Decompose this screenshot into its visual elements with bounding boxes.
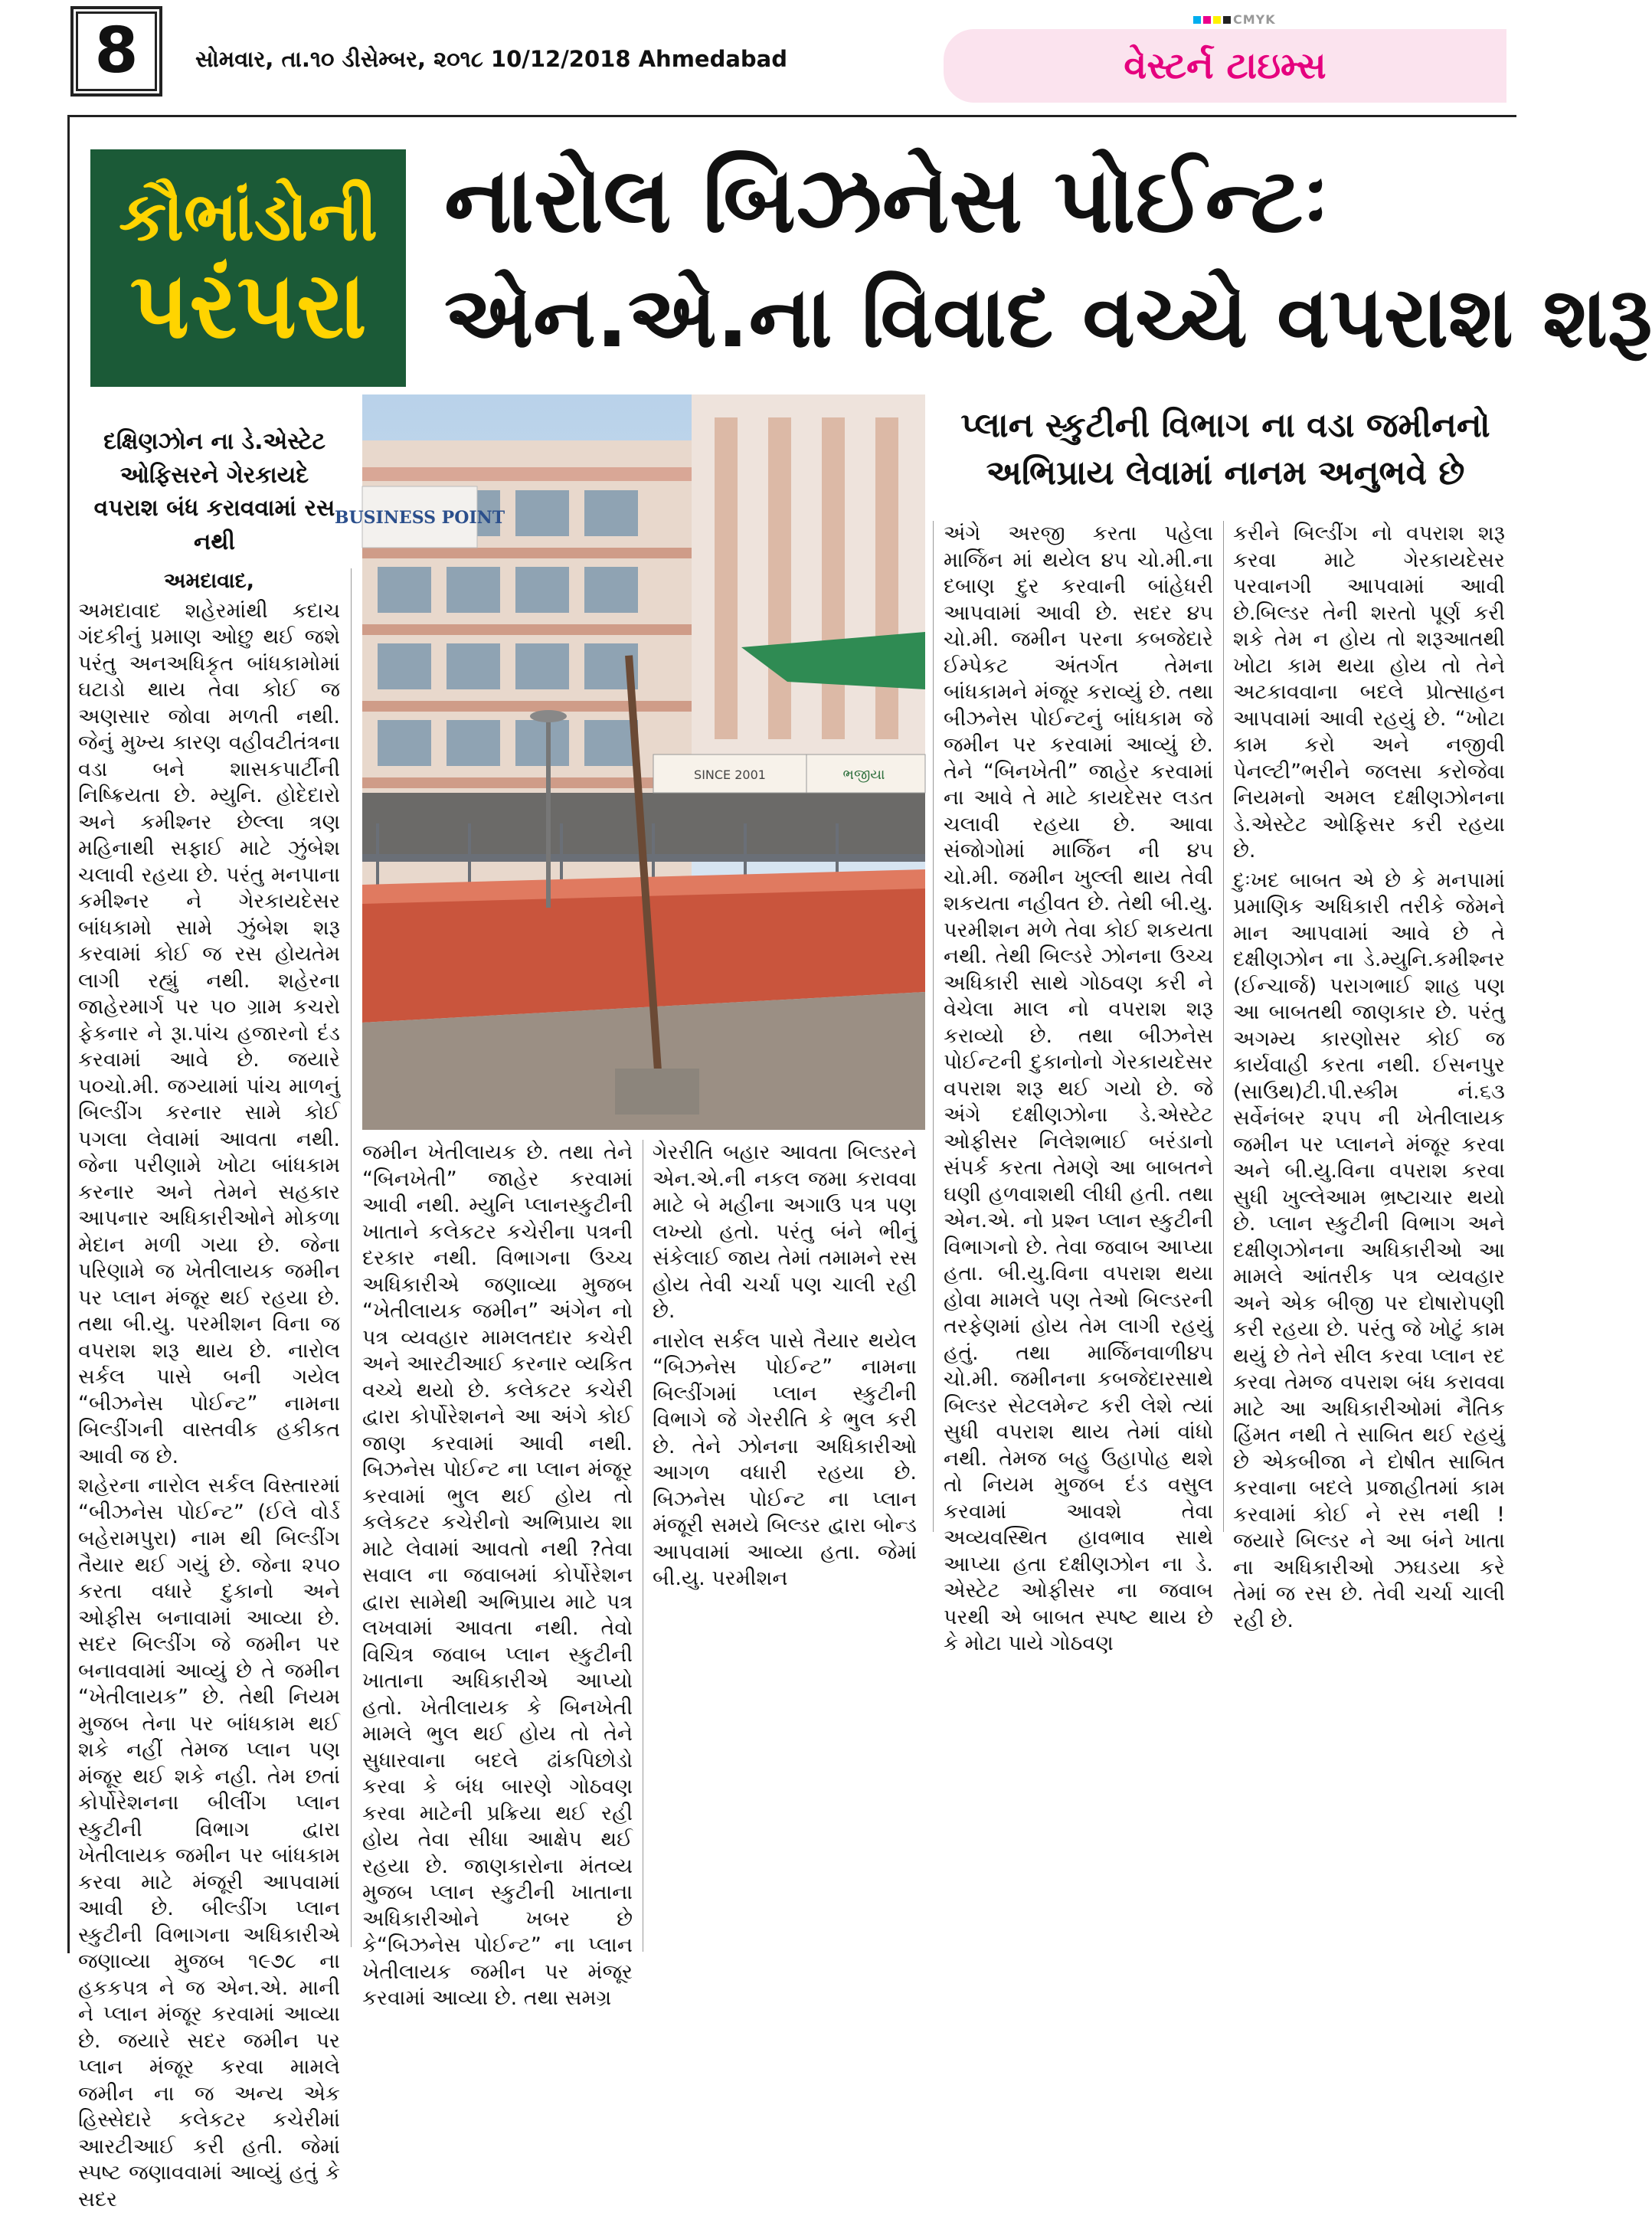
column-divider [1223, 521, 1224, 1532]
article-column-4 [944, 521, 1213, 1661]
dateline: સોમવાર, તા.૧૦ ડીસેમ્બર, ૨૦૧૮ 10/12/2018 Ahmedabad [195, 46, 788, 72]
article-column-1 [78, 568, 340, 2216]
article-paragraph: દુઃખદ બાબત એ છે કે મનપામાં પ્રમાણિક અધિકારી તરીકે જેમને માન આપવામાં આવે છે તે દક્ષીણઝોન ના ડે.મ્યુનિ.કમીશ્નર (ઈન્ચાર્જ) પરાગભાઈ શાહ પણ આ બાબતથી જાણકાર છે. પરંતુ અગમ્ય કારણોસર કોઈ જ કાર્યવાહી કરતા નથી. ઈસનપુર (સાઉથ)ટી.પી.સ્કીમ નં.૬૩ સર્વેનંબર ૨૫૫ ની ખેતીલાયક જમીન પર પ્લાનને મંજૂર કરવા અને બી.યુ.વિના વપરાશ કરવા સુધી ખુલ્લેઆમ ભ્રષ્ટાચાર થયો છે. પ્લાન સ્કુટીની વિભાગ અને દક્ષીણઝોનના અધિકારીઓ આ મામલે આંતરીક પત્ર વ્યવહાર અને એક બીજી પર દોષારોપણી કરી રહયા છે. પરંતુ જે ખોટું કામ થયું છે તેને સીલ કરવા પ્લાન રદ કરવા તેમજ વપરાશ બંધ કરાવવા માટે આ અધિકારીઓમાં નૈતિક હિંમત નથી તે સાબિત થઈ રહયું છે એકબીજા ને દોષીત સાબિત કરવાના બદલે પ્રજાહીતમાં કામ કરવામાં કોઈ ને રસ નથી ! જયારે બિલ્ડર ને આ બંને ખાતા ના અધિકારીઓ ઝઘડયા કરે તેમાં જ રસ છે. તેવી ચર્ચા ચાલી રહી છે. [1233, 868, 1505, 1632]
article-paragraph: અમદાવાદ શહેરમાંથી કદાચ ગંદકીનું પ્રમાણ ઓછુ થઈ જશે પરંતુ અનઅધિકૃત બાંધકામોમાં ઘટાડો થાય તેવા કોઈ જ અણસાર જોવા મળતી નથી. જેનું મુખ્ય કારણ વહીવટીતંત્રના વડા બને શાસકપાર્ટીની નિષ્ક્રિયતા છે. મ્યુનિ. હોદેદારો અને કમીશ્નર છેલ્લા ત્રણ મહિનાથી સફાઈ માટે ઝુંબેશ ચલાવી રહયા છે. પરંતુ મનપાના કમીશ્નર ને ગેરકાયદેસર બાંધકામો સામે ઝુંબેશ શરૂ કરવામાં કોઈ જ રસ હોયતેમ લાગી રહ્યું નથી. શહેરના જાહેરમાર્ગ પર ૫૦ ગ્રામ કચરો ફેકનાર ને રૂા.પાંચ હજારનો દંડ કરવામાં આવે છે. જયારે ૫૦ચો.મી. જગ્યામાં પાંચ માળનું બિલ્ડીંગ કરનાર સામે કોઈ પગલા લેવામાં આવતા નથી. જેના પરીણામે ખોટા બાંધકામ કરનાર અને તેમને સહકાર આપનાર અધિકારીઓને મોકળા મેદાન મળી ગયા છે. જેના પરિણામે જ ખેતીલાયક જમીન પર પ્લાન મંજૂર થઈ રહયા છે. તથા બી.યુ. પરમીશન વિના જ વપરાશ શરૂ થાય છે. નારોલ સર્કલ પાસે બની ગયેલ “બીઝનેસ પોઈન્ટ” નામના બિલ્ડીંગની વાસ્તવીક હકીકત આવી જ છે. [78, 598, 340, 1468]
article-paragraph: શહેરના નારોલ સર્કલ વિસ્તારમાં “બીઝનેસ પોઈન્ટ” (ઈલે વોર્ડ બહેરામપુરા) નામ થી બિલ્ડીંગ તૈયાર થઈ ગયું છે. જેના ૨૫૦ કરતા વધારે દુકાનો અને ઓફીસ બનાવામાં આવ્યા છે. સદર બિલ્ડીંગ જે જમીન પર બનાવવામાં આવ્યું છે તે જમીન “ખેતીલાયક” છે. તેથી નિયમ મુજબ તેના પર બાંધકામ થઈ શકે નહીં તેમજ પ્લાન પણ મંજૂર થઈ શકે નહી. તેમ છતાં કોર્પોરેશનના બીલીંગ પ્લાન સ્કુટીની વિભાગ દ્વારા ખેતીલાયક જમીન પર બાંધકામ કરવા માટે મંજૂરી આપવામાં આવી છે. બીલ્ડીંગ પ્લાન સ્કુટીની વિભાગના અધિકારીએ જણાવ્યા મુજબ ૧૯૭૮ ના હકકપત્ર ને જ એન.એ. માની ને પ્લાન મંજૂર કરવામાં આવ્યા છે. જયારે સદર જમીન પર પ્લાન મંજૂર કરવા મામલે જમીન ના જ અન્ય એક હિસ્સેદારે કલેકટર કચેરીમાં આરટીઆઈ કરી હતી. જેમાં સ્પષ્ટ જણાવવામાં આવ્યું હતું કે સદર [78, 1474, 340, 2211]
article-paragraph: ગેરરીતિ બહાર આવતા બિલ્ડરને એન.એ.ની નકલ જમા કરાવવા માટે બે મહીના અગાઉ પત્ર પણ લખ્યો હતો. પરંતુ બંને ભીનું સંકેલાઈ જાય તેમાં તમામને રસ હોય તેવી ચર્ચા પણ ચાલી રહી છે. [653, 1141, 917, 1323]
masthead-divider [69, 115, 1516, 117]
photo-shop-sign-1: SINCE 2001 [694, 768, 766, 782]
kicker-box [90, 149, 406, 387]
page-number-box [70, 6, 162, 97]
column-divider [933, 521, 934, 1532]
column-divider [351, 568, 352, 1947]
newspaper-brand: વેસ્ટર્ન ટાઇમ્સ [944, 29, 1506, 103]
headline-line-2: એન.એ.ના વિવાદ વચ્ચે વપરાશ શરૂ [444, 267, 1652, 366]
news-photo [334, 394, 925, 1130]
photo-shop-sign-2: ભજીયા [842, 767, 885, 783]
article-column-2 [362, 1140, 633, 2015]
headline-line-1: નારોલ બિઝનેસ પોઈન્ટઃ [444, 147, 1330, 253]
subheadline: દક્ષિણઝોન ના ડે.એસ્ટેટ ઓફિસરને ગેરકાયદે વપરાશ બંધ કરાવવામાં રસ નથી [93, 428, 335, 555]
business-point-building-photo [334, 394, 925, 1130]
article-column-3 [653, 1140, 917, 1596]
article-byline: અમદાવાદ, [163, 569, 255, 593]
cmyk-registration-mark [1193, 12, 1276, 27]
deck-headline: પ્લાન સ્કુટીની વિભાગ ના વડા જમીનનો અભિપ્રાય લેવામાં નાનમ અનુભવે છે [960, 406, 1490, 493]
article-paragraph: નારોલ સર્કલ પાસે તૈયાર થયેલ “બિઝનેસ પોઈન્ટ” નામના બિલ્ડીંગમાં પ્લાન સ્કુટીની વિભાગે જે ગેરરીતિ કે ભુલ કરી છે. તેને ઝોનના અધિકારીઓ આગળ વધારી રહયા છે. બિઝનેસ પોઈન્ટ ના પ્લાન મંજૂરી સમયે બિલ્ડર દ્વારા બોન્ડ આપવામાં આવ્યા હતા. જેમાં બી.યુ. પરમીશન [653, 1328, 917, 1590]
article-paragraph: જમીન ખેતીલાયક છે. તથા તેને “બિનખેતી” જાહેર કરવામાં આવી નથી. મ્યુનિ પ્લાનસ્કુટીની ખાતાને કલેકટર કચેરીના પત્રની દરકાર નથી. વિભાગના ઉચ્ચ અધિકારીએ જણાવ્યા મુજબ “ખેતીલાયક જમીન” અંગેન નો પત્ર વ્યવહાર મામલતદાર કચેરી અને આરટીઆઈ કરનાર વ્યકિત વચ્ચે થયો છે. કલેકટર કચેરી દ્વારા કોર્પોરેશનને આ અંગે કોઈ જાણ કરવામાં આવી નથી. બિઝનેસ પોઈન્ટ ના પ્લાન મંજૂર કરવામાં ભુલ થઈ હોય તો કલેકટર કચેરીનો અભિપ્રાય શા માટે લેવામાં આવતો નથી ?તેવા સવાલ ના જવાબમાં કોર્પોરેશન દ્વારા સામેથી અભિપ્રાય માટે પત્ર લખવામાં આવતા નથી. તેવો વિચિત્ર જવાબ પ્લાન સ્કુટીની ખાતાના અધિકારીએ આપ્યો હતો. ખેતીલાયક કે બિનખેતી મામલે ભુલ થઈ હોય તો તેને સુધારવાના બદલે ઢાંકપિછોડો કરવા કે બંધ બારણે ગોઠવણ કરવા માટેની પ્રક્રિયા થઈ રહી હોય તેવા સીધા આક્ષેપ થઈ રહયા છે. જાણકારોના મંતવ્ય મુજબ પ્લાન સ્કુટીની ખાતાના અધિકારીઓને ખબર છે કે“બિઝનેસ પોઈન્ટ” ના પ્લાન ખેતીલાયક જમીન પર મંજૂર કરવામાં આવ્યા છે. તથા સમગ્ર [362, 1141, 633, 2010]
photo-sign-text: BUSINESS POINT [334, 508, 505, 528]
article-column-5 [1233, 521, 1505, 1637]
page-left-border [67, 115, 70, 1953]
kicker-line-1: કૌભાંડોની [119, 176, 378, 256]
article-paragraph: કરીને બિલ્ડીંગ નો વપરાશ શરૂ કરવા માટે ગેરકાયદેસર પરવાનગી આપવામાં આવી છે.બિલ્ડર તેની શરતો પૂર્ણ કરી શકે તેમ ન હોય તો શરૂઆતથી ખોટા કામ થયા હોય તો તેને અટકાવવાના બદલે પ્રોત્સાહન આપવામાં આવી રહયું છે. “ખોટા કામ કરો અને નજીવી પેનલ્ટી”ભરીને જલસા કરોજેવા નિયમનો અમલ દક્ષીણઝોનના ડે.એસ્ટેટ ઓફિસર કરી રહયા છે. [1233, 522, 1505, 863]
article-paragraph: અંગે અરજી કરતા પહેલા માર્જિન માં થયેલ ૪૫ ચો.મી.ના દબાણ દુર કરવાની બાંહેધરી આપવામાં આવી છે. સદર ૪૫ ચો.મી. જમીન પરના કબજેદારે ઈમ્પેકટ અંતર્ગત તેમના બાંધકામને મંજૂર કરાવ્યું છે. તથા બીઝનેસ પોઈન્ટનું બાંધકામ જે જમીન પર કરવામાં આવ્યું છે. તેને “બિનખેતી” જાહેર કરવામાં ના આવે તે માટે કાયદેસર લડત ચલાવી રહયા છે. આવા સંજોગોમાં માર્જિન ની ૪૫ ચો.મી. જમીન ખુલ્લી થાય તેવી શકયતા નહીવત છે. તેથી બી.યુ. પરમીશન મળે તેવા કોઈ શકયતા નથી. તેથી બિલ્ડરે ઝોનના ઉચ્ચ અધિકારી સાથે ગોઠવણ કરી ને વેચેલા માલ નો વપરાશ શરૂ કરાવ્યો છે. તથા બીઝનેસ પોઈન્ટની દુકાનોનો ગેરકાયદેસર વપરાશ શરૂ થઈ ગયો છે. જે અંગે દક્ષીણઝોના ડે.એસ્ટેટ ઓફીસર નિલેશભાઈ બરંડાનો સંપર્ક કરતા તેમણે આ બાબતને ઘણી હળવાશથી લીધી હતી. તથા એન.એ. નો પ્રશ્ન પ્લાન સ્કુટીની વિભાગનો છે. તેવા જવાબ આપ્યા હતા. બી.યુ.વિના વપરાશ થયા હોવા મામલે પણ તેઓ બિલ્ડરની તરફેણમાં હોય તેમ લાગી રહયું હતું. તથા માર્જિનવાળી૪૫ ચો.મી. જમીનના કબજેદારસાથે બિલ્ડર સેટલમેન્ટ કરી લેશે ત્યાં સુધી વપરાશ થાય તેમાં વાંધો નથી. તેમજ બહુ ઉહાપોહ થશે તો નિયમ મુજબ દંડ વસુલ કરવામાં આવશે તેવા અવ્યવસ્થિત હાવભાવ સાથે આપ્યા હતા દક્ષીણઝોન ના ડે. એસ્ટેટ ઓફીસર ના જવાબ પરથી એ બાબત સ્પષ્ટ થાય છે કે મોટા પાયે ગોઠવણ [944, 522, 1213, 1655]
cmyk-label: CMYK [1233, 12, 1276, 27]
page-number: 8 [76, 11, 157, 91]
headline [444, 147, 1652, 366]
kicker-line-2: પરંપરા [129, 253, 367, 360]
